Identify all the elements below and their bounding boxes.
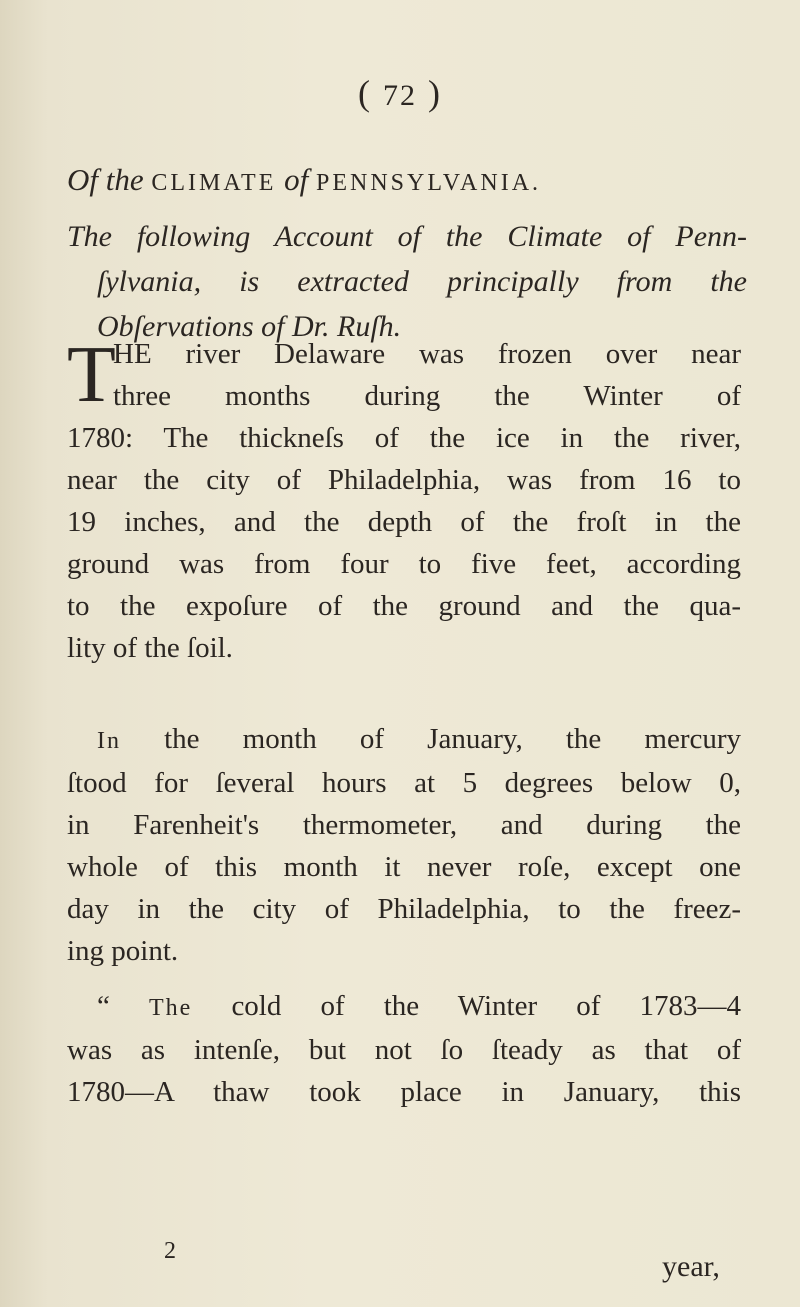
intro-line: ſylvania, is extracted principally from the xyxy=(97,265,747,298)
paragraph-line: three months during the Winter of xyxy=(113,380,741,412)
drop-cap: T xyxy=(67,331,116,419)
intro-note xyxy=(67,214,747,349)
paragraph-3 xyxy=(67,985,741,1113)
paragraph-line: ground was from four to five feet, according xyxy=(67,548,741,580)
paragraph-line: ſtood for ſeveral hours at 5 degrees below 0, xyxy=(67,767,741,799)
title-climate: CLIMATE xyxy=(151,170,277,196)
signature-mark: 2 xyxy=(164,1238,176,1264)
page-number-open: ( xyxy=(358,73,372,113)
paragraph-line: HE river Delaware was frozen over near xyxy=(113,338,741,370)
intro-line: The following Account of the Climate of Penn- xyxy=(67,220,747,253)
paragraph-lead: In xyxy=(97,728,121,754)
page-number xyxy=(0,72,800,114)
intro-line: Obſervations of Dr. Ruſh. xyxy=(97,310,402,343)
paragraph-line: whole of this month it never roſe, except one xyxy=(67,851,741,883)
opening-quote: “ xyxy=(97,990,110,1022)
paragraph-line: 19 inches, and the depth of the froſt in the xyxy=(67,506,741,538)
paragraph-line xyxy=(67,718,741,762)
paragraph-line: 1780: The thickneſs of the ice in the river, xyxy=(67,422,741,454)
page-number-value: 72 xyxy=(383,79,417,112)
paragraph-line: in Farenheit's thermometer, and during the xyxy=(67,809,741,841)
paragraph-line: 1780—A thaw took place in January, this xyxy=(67,1076,741,1108)
title-of: of xyxy=(284,162,309,197)
paragraph-line xyxy=(67,985,741,1029)
paragraph-line: near the city of Philadelphia, was from 16 to xyxy=(67,464,741,496)
page-number-close: ) xyxy=(428,73,442,113)
paragraph-line: was as intenſe, but not ſo ſteady as that of xyxy=(67,1034,741,1066)
paragraph-1 xyxy=(67,333,741,669)
paragraph-line: ing point. xyxy=(67,935,179,967)
paragraph-2 xyxy=(67,718,741,972)
paragraph-line: day in the city of Philadelphia, to the freez- xyxy=(67,893,741,925)
paragraph-line-text: cold of the Winter of 1783—4 xyxy=(231,990,742,1022)
section-title xyxy=(67,162,541,198)
title-pennsylvania: PENNSYLVANIA. xyxy=(316,170,542,196)
paragraph-lead: The xyxy=(149,995,193,1021)
title-of-the: Of the xyxy=(67,162,144,197)
catchword: year, xyxy=(662,1250,720,1283)
paragraph-line-text: the month of January, the mercury xyxy=(164,723,742,755)
paragraph-line: to the expoſure of the ground and the qua- xyxy=(67,590,741,622)
paragraph-line: lity of the ſoil. xyxy=(67,632,233,664)
